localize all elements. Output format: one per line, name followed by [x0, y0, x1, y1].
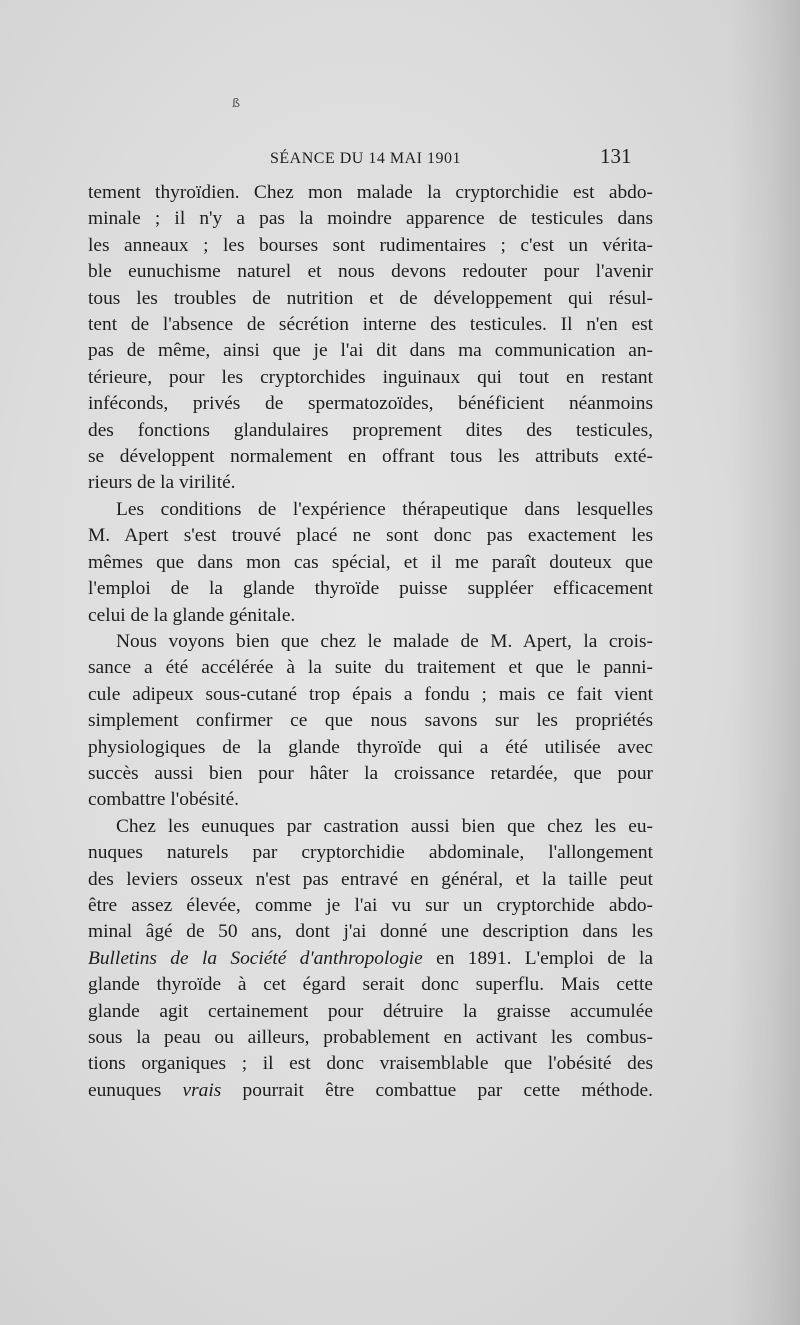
text-line: minale ; il n'y a pas la moindre apparence de testicules dans [88, 208, 653, 230]
text-line: physiologiques de la glande thyroïde qui a été utilisée avec [88, 736, 653, 758]
text-line: être assez élevée, comme je l'ai vu sur un cryptorchide abdo- [88, 894, 653, 916]
final-line-end: pourrait être combattue par cette méthode. [221, 1079, 653, 1101]
page-edge-shadow [730, 0, 800, 1325]
text-line: tous les troubles de nutrition et de développement qui résul- [88, 287, 653, 309]
paragraph-2 [88, 497, 653, 629]
text-line: combattre l'obésité. [88, 789, 240, 811]
library-mark: ß [232, 96, 241, 110]
text-line: des leviers osseux n'est pas entravé en général, et la taille peut [88, 868, 653, 890]
text-line: tent de l'absence de sécrétion interne des testicules. Il n'en est [88, 314, 653, 336]
text-line: simplement confirmer ce que nous savons sur les propriétés [88, 710, 653, 732]
text-line: inféconds, privés de spermatozoïdes, bénéficient néanmoins [88, 393, 653, 415]
final-line-start: eunuques [88, 1079, 183, 1101]
body-text [88, 180, 653, 1104]
paragraph-4 [88, 814, 653, 1104]
text-line: sous la peau ou ailleurs, probablement en activant les combus- [88, 1027, 653, 1048]
text-line: l'emploi de la glande thyroïde puisse suppléer efficacement [88, 578, 653, 600]
journal-title: Bulletins de la Société d'anthropologie [88, 947, 423, 969]
text-line: ble eunuchisme naturel et nous devons redouter pour l'avenir [88, 261, 653, 283]
text-line: tement thyroïdien. Chez mon malade la cryptorchidie est abdo- [88, 182, 653, 203]
text-line-citation [88, 946, 653, 972]
text-line: glande thyroïde à cet égard serait donc superflu. Mais cette [88, 974, 653, 996]
final-line-italic: vrais [182, 1079, 222, 1101]
page-number: 131 [600, 144, 632, 168]
text-line: térieure, pour les cryptorchides inguinaux qui tout en restant [88, 366, 653, 388]
text-line: Nous voyons bien que chez le malade de M. Apert, la crois- [116, 630, 653, 652]
text-line: les anneaux ; les bourses sont rudimentaires ; c'est un vérita- [88, 234, 653, 256]
text-line: glande agit certainement pour détruire la graisse accumulée [88, 1000, 653, 1022]
text-line: sance a été accélérée à la suite du traitement et que le panni- [88, 657, 653, 679]
paragraph-3 [88, 629, 653, 814]
text-line: des fonctions glandulaires proprement dites des testicules, [88, 419, 653, 441]
text-line: pas de même, ainsi que je l'ai dit dans ma communication an- [88, 340, 653, 362]
text-line: se développent normalement en offrant tous les attributs exté- [88, 446, 653, 468]
text-line: cule adipeux sous-cutané trop épais a fondu ; mais ce fait vient [88, 683, 653, 705]
text-line: celui de la glande génitale. [88, 604, 296, 626]
running-header: SÉANCE DU 14 MAI 1901 [270, 150, 461, 167]
text-line: minal âgé de 50 ans, dont j'ai donné une description dans les [88, 921, 653, 943]
text-line: rieurs de la virilité. [88, 472, 236, 494]
text-line: M. Apert s'est trouvé placé ne sont donc pas exactement les [88, 525, 653, 547]
text-line: Chez les eunuques par castration aussi bien que chez les eu- [116, 815, 653, 837]
paragraph-1 [88, 180, 653, 497]
text-line-final [88, 1078, 653, 1104]
text-line: mêmes que dans mon cas spécial, et il me paraît douteux que [88, 551, 653, 573]
text-line: Les conditions de l'expérience thérapeutique dans lesquelles [116, 498, 653, 520]
text-line: succès aussi bien pour hâter la croissance retardée, que pour [88, 762, 653, 784]
text-line: nuques naturels par cryptorchidie abdominale, l'allongement [88, 842, 653, 864]
text-line: tions organiques ; il est donc vraisemblable que l'obésité des [88, 1053, 653, 1075]
citation-rest: en 1891. L'emploi de la [422, 947, 653, 969]
